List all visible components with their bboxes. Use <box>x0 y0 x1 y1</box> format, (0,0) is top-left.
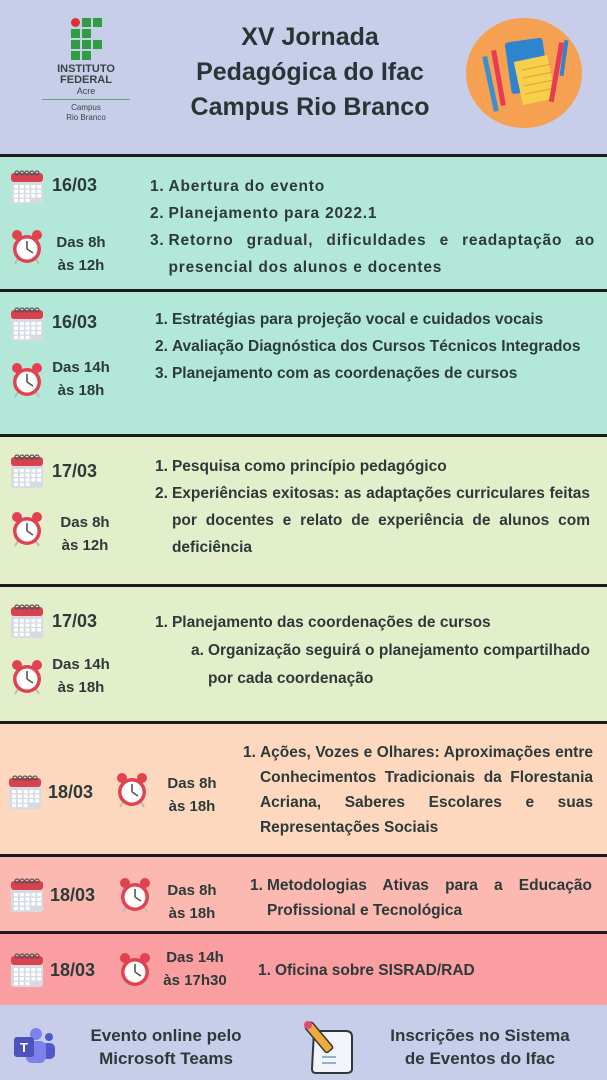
item-number: 1. <box>155 311 168 328</box>
item-text: Avaliação Diagnóstica dos Cursos Técnicos Integrados <box>171 338 581 355</box>
item-text: Ações, Vozes e Olhares: Aproximações entre Conhecimentos Tradicionais da Florestania Acriana, Saberes Escolares e suas Representações Sociais <box>259 744 593 836</box>
time-from: Das 8h <box>56 234 106 251</box>
session-date: 18/03 <box>50 885 96 905</box>
item-text: Abertura do evento <box>168 178 326 195</box>
agenda-item <box>155 453 590 480</box>
agenda-item <box>150 200 595 227</box>
time-to: às 18h <box>168 798 216 815</box>
alarm-clock-icon <box>10 229 44 270</box>
item-number: 1. <box>258 962 271 979</box>
item-text: Estratégias para projeção vocal e cuidados vocais <box>171 311 544 328</box>
agenda-item <box>155 333 590 360</box>
logo-line: FEDERAL <box>60 74 112 86</box>
item-text: Pesquisa como princípio pedagógico <box>171 458 447 475</box>
title-line: Campus Rio Branco <box>190 93 430 121</box>
agenda-list <box>258 958 588 983</box>
alarm-clock-icon <box>10 511 44 552</box>
item-text: Planejamento das coordenações de cursos <box>171 614 491 631</box>
session-block <box>0 857 607 932</box>
item-number: 2. <box>150 205 165 222</box>
signup-text <box>360 1024 600 1070</box>
logo-line: Rio Branco <box>66 113 106 122</box>
time-from: Das 8h <box>60 514 110 531</box>
microsoft-teams-icon <box>12 1027 56 1070</box>
item-number: 1. <box>250 877 263 894</box>
calendar-icon <box>10 877 44 918</box>
footer-line: Evento online pelo <box>90 1026 242 1045</box>
calendar-icon <box>10 453 44 494</box>
session-time <box>46 653 116 699</box>
title-line: Pedagógica do Ifac <box>196 58 424 86</box>
svg-text:T: T <box>20 1040 28 1055</box>
item-number: 3. <box>150 232 165 249</box>
session-date: 16/03 <box>52 175 98 195</box>
time-to: às 12h <box>61 537 109 554</box>
item-number: 3. <box>155 365 168 382</box>
page-title <box>170 20 450 125</box>
agenda-list <box>155 306 590 387</box>
calendar-icon <box>10 952 44 993</box>
time-to: às 18h <box>168 905 216 922</box>
session-time <box>52 511 118 557</box>
footer-line: Inscrições no Sistema <box>390 1026 570 1045</box>
alarm-clock-icon <box>115 772 149 813</box>
session-time <box>150 946 240 992</box>
calendar-icon <box>8 774 42 815</box>
item-number: 1. <box>243 744 256 761</box>
time-from: Das 8h <box>167 775 217 792</box>
time-from: Das 14h <box>166 949 224 966</box>
item-number: 1. <box>155 458 168 475</box>
agenda-item <box>250 873 592 923</box>
item-text: Experiências exitosas: as adaptações curriculares feitas por docentes e relato de experiência de alunos com deficiência <box>171 485 590 556</box>
alarm-clock-icon <box>118 877 152 918</box>
logo-line: INSTITUTO <box>57 63 115 75</box>
time-from: Das 8h <box>167 882 217 899</box>
item-text: Planejamento para 2022.1 <box>168 205 378 222</box>
session-time <box>50 231 112 277</box>
agenda-item <box>155 360 590 387</box>
session-time <box>158 879 226 925</box>
session-block <box>0 157 607 290</box>
item-text: Organização seguirá o planejamento compartilhado por cada coordenação <box>207 642 590 687</box>
agenda-item <box>155 609 590 637</box>
session-date: 16/03 <box>52 312 98 332</box>
agenda-item <box>150 227 595 281</box>
session-date: 17/03 <box>52 611 98 631</box>
footer <box>0 1007 607 1080</box>
calendar-icon <box>10 603 44 644</box>
agenda-item <box>243 740 593 840</box>
session-block <box>0 437 607 585</box>
agenda-item <box>258 958 588 983</box>
agenda-item <box>155 637 590 693</box>
teams-event-text <box>66 1024 266 1070</box>
footer-line: de Eventos do Ifac <box>404 1049 556 1068</box>
item-text: Retorno gradual, dificuldades e readaptação ao presencial dos alunos e docentes <box>168 232 595 276</box>
notebook-icon <box>466 18 582 128</box>
calendar-icon <box>10 169 44 210</box>
footer-line: Microsoft Teams <box>99 1049 233 1068</box>
item-text: Metodologias Ativas para a Educação Profissional e Tecnológica <box>266 877 592 919</box>
agenda-item <box>155 480 590 561</box>
item-number: 1. <box>150 178 165 195</box>
agenda-list <box>155 453 590 561</box>
header <box>0 0 607 154</box>
session-block <box>0 724 607 855</box>
item-text: Planejamento com as coordenações de cursos <box>171 365 518 382</box>
agenda-item <box>150 173 595 200</box>
title-line: XV Jornada <box>241 23 379 51</box>
item-number: 2. <box>155 338 168 355</box>
session-time <box>46 356 116 402</box>
session-date: 18/03 <box>48 782 94 802</box>
agenda-list <box>150 173 595 281</box>
agenda-item <box>155 306 590 333</box>
session-date: 17/03 <box>52 461 98 481</box>
session-time <box>158 772 226 818</box>
alarm-clock-icon <box>118 952 152 993</box>
item-number: 2. <box>155 485 168 502</box>
time-to: às 12h <box>57 257 105 274</box>
agenda-list <box>250 873 592 923</box>
item-text: Oficina sobre SISRAD/RAD <box>274 962 475 979</box>
calendar-icon <box>10 306 44 347</box>
time-to: às 17h30 <box>163 972 227 989</box>
time-from: Das 14h <box>52 656 110 673</box>
time-to: às 18h <box>57 382 105 399</box>
time-to: às 18h <box>57 679 105 696</box>
session-block <box>0 934 607 1005</box>
session-block <box>0 587 607 722</box>
alarm-clock-icon <box>10 659 44 700</box>
session-date: 18/03 <box>50 960 96 980</box>
registration-form-icon <box>302 1017 356 1080</box>
item-number: a. <box>191 642 204 659</box>
session-block <box>0 292 607 435</box>
time-from: Das 14h <box>52 359 110 376</box>
ifac-logo-mark <box>71 18 102 60</box>
alarm-clock-icon <box>10 362 44 403</box>
logo-line: Acre <box>76 86 96 96</box>
agenda-list <box>155 609 590 693</box>
logo-line: Campus <box>71 103 101 112</box>
ifac-logo <box>42 18 130 123</box>
item-number: 1. <box>155 614 168 631</box>
agenda-list <box>243 740 593 840</box>
